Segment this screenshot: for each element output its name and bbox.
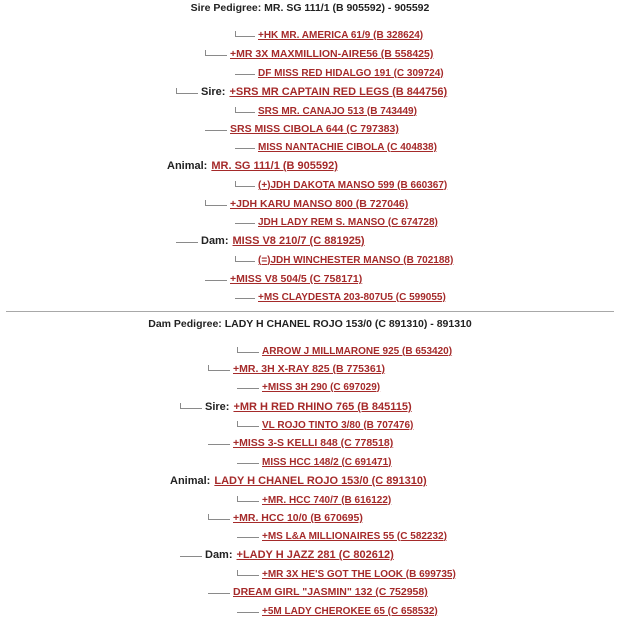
tree-connector xyxy=(237,605,259,617)
tree-connector xyxy=(235,179,255,191)
dam-label: Dam: xyxy=(205,549,233,561)
animal-label: Animal: xyxy=(170,475,211,487)
pedigree-row xyxy=(205,122,399,136)
dam-sire-dam-link[interactable]: JDH LADY REM S. MANSO (C 674728) xyxy=(258,216,438,228)
dam-sire-link[interactable]: +MR. HCC 10/0 (B 670695) xyxy=(233,512,363,524)
sire-label: Sire: xyxy=(205,401,230,413)
pedigree-row xyxy=(235,28,423,42)
tree-connector xyxy=(205,273,227,285)
tree-connector xyxy=(237,494,259,506)
tree-connector xyxy=(237,345,259,357)
pedigree-row xyxy=(237,567,456,581)
dam-label: Dam: xyxy=(201,235,229,247)
pedigree-row xyxy=(170,474,427,488)
pedigree-row xyxy=(235,66,444,80)
tree-connector xyxy=(205,123,227,135)
tree-connector xyxy=(180,401,202,413)
dam-dam-dam-link[interactable]: +5M LADY CHEROKEE 65 (C 658532) xyxy=(262,605,438,617)
dam-pedigree-header: Dam Pedigree: LADY H CHANEL ROJO 153/0 (C 891310) - 891310 xyxy=(148,318,472,330)
sire-sire-sire-link[interactable]: +HK MR. AMERICA 61/9 (B 328624) xyxy=(258,29,424,41)
animal-link[interactable]: MR. SG 111/1 (B 905592) xyxy=(211,160,338,172)
pedigree-row xyxy=(205,197,408,211)
pedigree-row xyxy=(237,529,447,543)
sire-dam-dam-link[interactable]: MISS NANTACHIE CIBOLA (C 404838) xyxy=(258,141,437,153)
section-divider xyxy=(6,311,614,312)
dam-dam-sire-link[interactable]: +MR 3X HE'S GOT THE LOOK (B 699735) xyxy=(262,568,456,580)
sire-dam-link[interactable]: SRS MISS CIBOLA 644 (C 797383) xyxy=(230,123,399,135)
pedigree-row xyxy=(237,418,413,432)
pedigree-row xyxy=(237,380,380,394)
pedigree-row xyxy=(208,436,393,450)
sire-sire-dam-link[interactable]: +MISS 3H 290 (C 697029) xyxy=(262,381,381,393)
sire-sire-link[interactable]: +MR. 3H X-RAY 825 (B 775361) xyxy=(233,363,386,375)
tree-connector xyxy=(235,216,255,228)
tree-connector xyxy=(237,419,259,431)
sire-link[interactable]: +MR H RED RHINO 765 (B 845115) xyxy=(233,401,412,413)
dam-dam-sire-link[interactable]: (=)JDH WINCHESTER MANSO (B 702188) xyxy=(258,254,454,266)
pedigree-row xyxy=(208,362,385,376)
dam-sire-sire-link[interactable]: (+)JDH DAKOTA MANSO 599 (B 660367) xyxy=(258,179,448,191)
pedigree-row xyxy=(176,85,447,99)
tree-connector xyxy=(208,586,230,598)
pedigree-row xyxy=(205,47,433,61)
pedigree-row xyxy=(176,234,365,248)
tree-connector xyxy=(176,235,198,247)
sire-pedigree-header: Sire Pedigree: MR. SG 111/1 (B 905592) - 905592 xyxy=(190,2,430,14)
pedigree-row xyxy=(235,104,417,118)
animal-label: Animal: xyxy=(167,160,208,172)
animal-link[interactable]: LADY H CHANEL ROJO 153/0 (C 891310) xyxy=(214,475,427,487)
dam-link[interactable]: +LADY H JAZZ 281 (C 802612) xyxy=(236,549,394,561)
tree-connector xyxy=(237,530,259,542)
dam-sire-dam-link[interactable]: +MS L&A MILLIONAIRES 55 (C 582232) xyxy=(262,530,447,542)
pedigree-row xyxy=(237,604,438,618)
tree-connector xyxy=(237,456,259,468)
tree-connector xyxy=(235,141,255,153)
sire-dam-sire-link[interactable]: SRS MR. CANAJO 513 (B 743449) xyxy=(258,105,417,117)
sire-sire-link[interactable]: +MR 3X MAXMILLION-AIRE56 (B 558425) xyxy=(230,48,434,60)
tree-connector xyxy=(208,363,230,375)
tree-connector xyxy=(176,86,198,98)
pedigree-row xyxy=(237,344,452,358)
tree-connector xyxy=(208,437,230,449)
pedigree-row xyxy=(235,253,453,267)
tree-connector xyxy=(205,48,227,60)
sire-dam-dam-link[interactable]: MISS HCC 148/2 (C 691471) xyxy=(262,456,392,468)
pedigree-row xyxy=(208,511,363,525)
sire-link[interactable]: +SRS MR CAPTAIN RED LEGS (B 844756) xyxy=(229,86,448,98)
dam-dam-link[interactable]: +MISS V8 504/5 (C 758171) xyxy=(230,273,363,285)
tree-connector xyxy=(235,254,255,266)
tree-connector xyxy=(235,291,255,303)
pedigree-row xyxy=(237,455,392,469)
tree-connector xyxy=(208,512,230,524)
dam-link[interactable]: MISS V8 210/7 (C 881925) xyxy=(232,235,365,247)
sire-dam-link[interactable]: +MISS 3-S KELLI 848 (C 778518) xyxy=(233,437,394,449)
dam-sire-link[interactable]: +JDH KARU MANSO 800 (B 727046) xyxy=(230,198,409,210)
dam-dam-dam-link[interactable]: +MS CLAYDESTA 203-807U5 (C 599055) xyxy=(258,291,446,303)
pedigree-row xyxy=(180,400,412,414)
tree-connector xyxy=(205,198,227,210)
dam-dam-link[interactable]: DREAM GIRL "JASMIN" 132 (C 752958) xyxy=(233,586,428,598)
sire-sire-dam-link[interactable]: DF MISS RED HIDALGO 191 (C 309724) xyxy=(258,67,444,79)
pedigree-row xyxy=(180,548,394,562)
dam-sire-sire-link[interactable]: +MR. HCC 740/7 (B 616122) xyxy=(262,494,392,506)
tree-connector xyxy=(235,67,255,79)
pedigree-row xyxy=(167,159,338,173)
sire-dam-sire-link[interactable]: VL ROJO TINTO 3/80 (B 707476) xyxy=(262,419,414,431)
sire-label: Sire: xyxy=(201,86,226,98)
pedigree-row xyxy=(237,493,391,507)
sire-sire-sire-link[interactable]: ARROW J MILLMARONE 925 (B 653420) xyxy=(262,345,453,357)
tree-connector xyxy=(235,29,255,41)
pedigree-row xyxy=(235,140,437,154)
pedigree-row xyxy=(235,178,447,192)
tree-connector xyxy=(237,568,259,580)
pedigree-row xyxy=(235,215,438,229)
tree-connector xyxy=(180,549,202,561)
pedigree-row xyxy=(235,290,446,304)
pedigree-row xyxy=(205,272,362,286)
tree-connector xyxy=(237,381,259,393)
pedigree-row xyxy=(208,585,428,599)
tree-connector xyxy=(235,105,255,117)
